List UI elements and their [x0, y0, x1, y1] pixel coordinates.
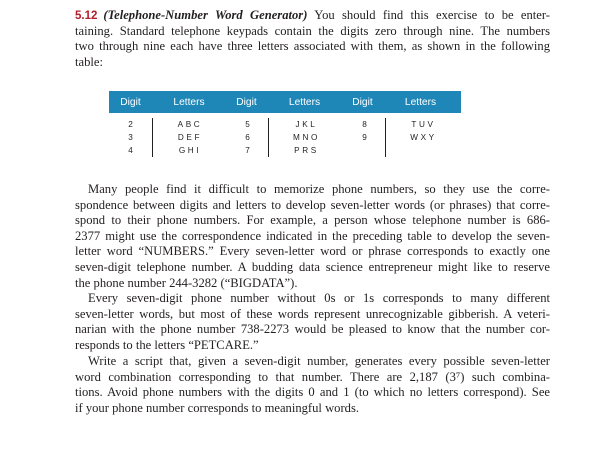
- table-cell: WXY: [410, 133, 437, 142]
- letters-column-3: [385, 118, 461, 157]
- table-cell: 7: [245, 146, 250, 155]
- keypad-table: [109, 91, 461, 157]
- table-cell: PRS: [294, 146, 319, 155]
- intro-line-4: table:: [75, 54, 103, 69]
- letters-column-1: [152, 118, 227, 157]
- header-letters-1: Letters: [173, 96, 205, 108]
- digit-column-3: [344, 118, 385, 157]
- table-cell: MNO: [293, 133, 320, 142]
- letters-column-2: [268, 118, 344, 157]
- exercise-intro: [75, 8, 550, 70]
- header-digit-2: Digit: [236, 96, 257, 108]
- paragraph-line: Write a script that, given a seven-digit number, generates every possible seven-letter: [88, 354, 550, 368]
- table-cell: 6: [245, 133, 250, 142]
- paragraph-1: [75, 182, 550, 291]
- keypad-table-body: [109, 113, 461, 157]
- paragraph-line: if your phone number corresponds to meaningful words.: [75, 400, 359, 415]
- paragraph-line: word combination corresponding to that number. There are 2,187 (3⁷) such combina-: [75, 369, 550, 384]
- paragraph-line: letter word “NUMBERS.” Every seven-letter word or phrase corresponds to exactly one: [75, 244, 550, 259]
- intro-text-1: You should find this exercise to be enter-: [307, 8, 551, 22]
- table-cell: GHI: [178, 146, 202, 155]
- paragraph-line: seven-digit telephone number. A budding data science entrepreneur might like to reserve: [75, 259, 550, 274]
- paragraph-line: Many people find it difficult to memorize phone numbers, so they use the corre-: [88, 182, 550, 196]
- table-cell: 2: [128, 120, 133, 129]
- header-digit-1: Digit: [120, 96, 141, 108]
- exercise-title: (Telephone-Number Word Generator): [103, 8, 308, 22]
- paragraph-3: [75, 354, 550, 416]
- paragraph-line: spond to their phone numbers. For example, a person whose telephone number is 686-: [75, 213, 550, 228]
- table-cell: TUV: [411, 120, 436, 129]
- table-cell: 3: [128, 133, 133, 142]
- paragraph-line: tions. Avoid phone numbers with the digits 0 and 1 (to which no letters correspond). See: [75, 385, 550, 400]
- paragraph-line: seven-letter words, but most of these words represent unrecognizable gibberish. A veteri-: [75, 306, 550, 321]
- intro-line-2: taining. Standard telephone keypads contain the digits zero through nine. The numbers: [75, 23, 550, 38]
- header-digit-3: Digit: [352, 96, 373, 108]
- paragraph-2: [75, 291, 550, 353]
- paragraph-line: the phone number 244-3282 (“BIGDATA”).: [75, 275, 298, 290]
- table-cell: 9: [362, 133, 367, 142]
- paragraph-line: Every seven-digit phone number without 0s or 1s corresponds to many different: [88, 291, 550, 305]
- intro-line-1: [75, 8, 550, 24]
- table-cell: 5: [245, 120, 250, 129]
- table-cell: ABC: [177, 120, 203, 129]
- paragraph-line: responds to the letters “PETCARE.”: [75, 337, 259, 352]
- header-letters-3: Letters: [404, 96, 437, 108]
- table-cell: 8: [362, 120, 367, 129]
- table-cell: JKL: [295, 120, 318, 129]
- paragraph-line: spondence between digits and letters to develop seven-letter words (or phrases) that corre-: [75, 197, 550, 212]
- paragraph-line: narian with the phone number 738-2273 would be pleased to know that the number cor-: [75, 322, 550, 337]
- keypad-table-header: [109, 91, 461, 113]
- digit-column-2: [227, 118, 268, 157]
- table-cell: 4: [128, 146, 133, 155]
- header-letters-2: Letters: [288, 96, 321, 108]
- digit-column-1: [109, 118, 152, 157]
- paragraph-line: 2377 might use the correspondence indicated in the preceding table to develop the seven-: [75, 228, 550, 243]
- table-cell: DEF: [177, 133, 203, 142]
- exercise-number: 5.12: [75, 10, 98, 22]
- intro-line-3: two through nine each have three letters associated with them, as shown in the following: [75, 39, 550, 54]
